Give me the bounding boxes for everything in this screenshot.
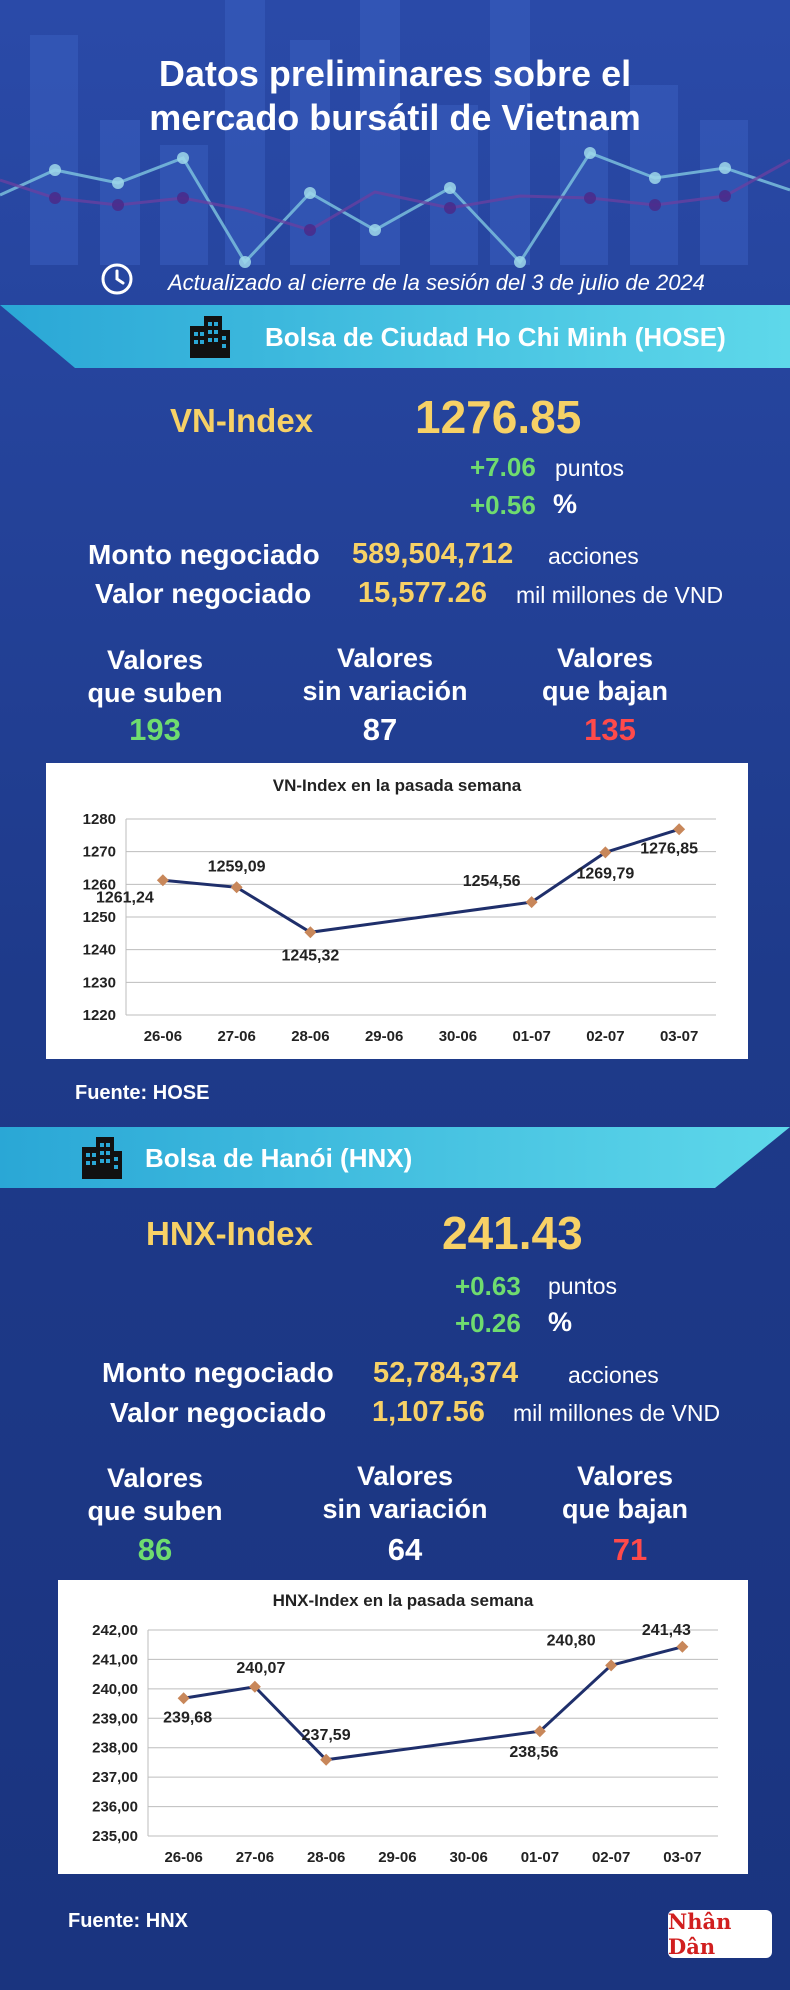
vn-x-tick-label: 29-06 bbox=[364, 1028, 404, 1045]
hnx-x-tick-label: 26-06 bbox=[164, 1849, 203, 1866]
hnx-x-tick-label: 28-06 bbox=[306, 1849, 346, 1866]
vn-change-points: +7.06 bbox=[470, 452, 536, 482]
vn-down-label: Valores que bajan bbox=[541, 643, 669, 706]
hnx-banner: Bolsa de Hanói (HNX) bbox=[145, 1143, 413, 1173]
hose-banner: Bolsa de Ciudad Ho Chi Minh (HOSE) bbox=[265, 322, 726, 352]
vn-x-tick-label: 02-07 bbox=[586, 1028, 625, 1045]
hnx-data-label: 240,07 bbox=[236, 1659, 286, 1677]
hnx-chart-title: HNX-Index en la pasada semana bbox=[272, 1591, 534, 1610]
vn-x-tick-label: 01-07 bbox=[512, 1028, 551, 1045]
hose-source: Fuente: HOSE bbox=[75, 1082, 210, 1104]
hnx-x-tick-label: 27-06 bbox=[235, 1849, 275, 1866]
vn-pct-unit: % bbox=[553, 489, 578, 519]
vn-y-tick-label: 1280 bbox=[82, 811, 116, 828]
hnx-data-label: 238,56 bbox=[509, 1744, 559, 1762]
vn-x-tick-label: 30-06 bbox=[438, 1028, 478, 1045]
hnx-data-label: 240,80 bbox=[546, 1632, 596, 1650]
updated-text: Actualizado al cierre de la sesión del 3 de julio de 2024 bbox=[168, 270, 705, 295]
hnx-y-tick-label: 236,00 bbox=[92, 1798, 138, 1816]
vn-value-unit: mil millones de VND bbox=[516, 582, 724, 608]
vn-index-chart bbox=[46, 763, 748, 1059]
hnx-y-tick-label: 237,00 bbox=[92, 1769, 138, 1787]
vn-data-label: 1261,24 bbox=[95, 889, 154, 907]
vn-data-label: 1254,56 bbox=[462, 873, 521, 891]
hnx-pct-unit: % bbox=[548, 1307, 573, 1337]
hnx-up-count: 86 bbox=[137, 1532, 173, 1567]
hnx-data-label: 239,68 bbox=[163, 1709, 213, 1727]
hnx-y-tick-label: 241,00 bbox=[92, 1651, 138, 1669]
vn-value-label: Valor negociado bbox=[95, 578, 312, 609]
hnx-down-label: Valores que bajan bbox=[561, 1461, 689, 1524]
hnx-value-unit: mil millones de VND bbox=[513, 1400, 721, 1426]
vn-data-label: 1276,85 bbox=[640, 840, 699, 858]
logo-text: Nhân Dân bbox=[668, 1909, 732, 1959]
vn-down-count: 135 bbox=[584, 712, 636, 747]
vn-value-value: 15,577.26 bbox=[358, 577, 488, 609]
hnx-data-point bbox=[178, 1692, 190, 1704]
building-icon bbox=[186, 312, 234, 360]
vn-change-pct: +0.56 bbox=[470, 490, 536, 520]
vn-volume-unit: acciones bbox=[548, 543, 639, 569]
vn-volume-value: 589,504,712 bbox=[352, 538, 514, 570]
hnx-y-tick-label: 240,00 bbox=[92, 1680, 138, 1698]
vn-y-tick-label: 1270 bbox=[82, 843, 116, 861]
clock-icon bbox=[100, 262, 134, 296]
hnx-volume-value: 52,784,374 bbox=[373, 1357, 519, 1389]
hnx-volume-label: Monto negociado bbox=[102, 1357, 334, 1388]
hnx-volume-unit: acciones bbox=[568, 1362, 659, 1388]
vn-data-label: 1259,09 bbox=[207, 858, 266, 876]
hnx-flat-label: Valores sin variación bbox=[322, 1461, 488, 1524]
hnx-y-tick-label: 235,00 bbox=[92, 1828, 138, 1845]
building-icon bbox=[78, 1133, 126, 1181]
hnx-y-tick-label: 238,00 bbox=[92, 1739, 138, 1757]
hnx-data-point bbox=[676, 1641, 688, 1653]
hnx-x-tick-label: 30-06 bbox=[449, 1849, 488, 1866]
hnx-x-tick-label: 03-07 bbox=[663, 1849, 702, 1866]
hnx-y-tick-label: 239,00 bbox=[92, 1710, 138, 1728]
vn-index-name: VN-Index bbox=[170, 402, 314, 439]
hnx-change-points: +0.63 bbox=[455, 1271, 521, 1301]
vn-index-chart-svg bbox=[46, 763, 748, 1059]
vn-volume-label: Monto negociado bbox=[88, 539, 320, 570]
hnx-index-name: HNX-Index bbox=[146, 1215, 313, 1252]
hnx-index-chart-svg bbox=[58, 1580, 748, 1874]
vn-y-tick-label: 1250 bbox=[82, 909, 116, 926]
vn-data-label: 1269,79 bbox=[576, 865, 635, 883]
hnx-x-tick-label: 01-07 bbox=[520, 1849, 560, 1866]
vn-flat-label: Valores sin variación bbox=[302, 643, 468, 706]
hnx-x-tick-label: 29-06 bbox=[378, 1849, 417, 1866]
vn-y-tick-label: 1220 bbox=[82, 1007, 116, 1024]
vn-index-value: 1276.85 bbox=[415, 391, 582, 443]
vn-points-unit: puntos bbox=[555, 455, 625, 481]
hnx-flat-count: 64 bbox=[387, 1532, 423, 1567]
vn-x-tick-label: 26-06 bbox=[143, 1028, 183, 1045]
page-title: Datos preliminares sobre el mercado bursátil de Vietnam bbox=[149, 53, 641, 138]
hnx-change-pct: +0.26 bbox=[455, 1308, 521, 1338]
hnx-x-tick-label: 02-07 bbox=[591, 1849, 631, 1866]
hnx-down-count: 71 bbox=[612, 1532, 648, 1567]
hnx-data-label: 237,59 bbox=[301, 1726, 351, 1744]
hnx-value-value: 1,107.56 bbox=[372, 1396, 485, 1428]
hnx-y-tick-label: 242,00 bbox=[92, 1622, 138, 1639]
vn-data-label: 1245,32 bbox=[281, 947, 340, 965]
hnx-index-value: 241.43 bbox=[442, 1207, 583, 1259]
hnx-source: Fuente: HNX bbox=[68, 1910, 188, 1932]
hnx-data-label: 241,43 bbox=[641, 1621, 691, 1639]
vn-y-tick-label: 1240 bbox=[82, 941, 116, 959]
vn-y-tick-label: 1230 bbox=[82, 974, 116, 992]
hnx-value-label: Valor negociado bbox=[110, 1397, 327, 1428]
vn-flat-count: 87 bbox=[362, 712, 398, 747]
vn-x-tick-label: 27-06 bbox=[217, 1028, 256, 1045]
vn-x-tick-label: 28-06 bbox=[291, 1028, 330, 1045]
vn-up-count: 193 bbox=[129, 712, 181, 747]
hnx-index-chart bbox=[58, 1580, 748, 1874]
hnx-up-label: Valores que suben bbox=[87, 1463, 223, 1526]
vn-up-label: Valores que suben bbox=[87, 645, 223, 708]
vn-data-point bbox=[673, 823, 685, 835]
vn-x-tick-label: 03-07 bbox=[659, 1028, 699, 1045]
hnx-points-unit: puntos bbox=[548, 1273, 618, 1299]
vn-chart-title: VN-Index en la pasada semana bbox=[272, 776, 522, 795]
vn-y-tick-label: 1260 bbox=[82, 876, 116, 894]
nhan-dan-logo bbox=[668, 1910, 772, 1958]
